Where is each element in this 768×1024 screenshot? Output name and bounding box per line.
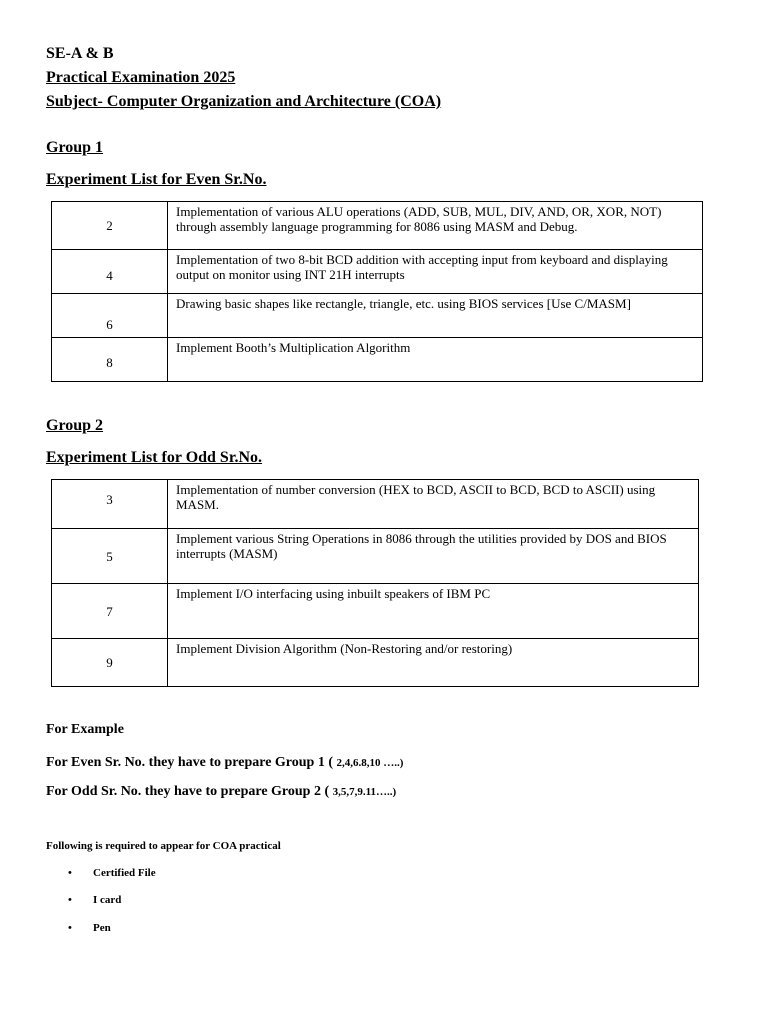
requirement-item: I card xyxy=(93,894,122,906)
experiment-description: Implementation of two 8-bit BCD addition with accepting input from keyboard and displaying output on monitor using INT 21H interrupts xyxy=(168,250,703,294)
serial-number: 6 xyxy=(52,294,168,338)
serial-number: 9 xyxy=(52,639,168,687)
group1-table xyxy=(51,201,703,382)
requirement-item: Certified File xyxy=(93,867,156,879)
even-example xyxy=(46,754,403,772)
table-row xyxy=(52,639,699,687)
exam-heading: Practical Examination 2025 xyxy=(46,69,236,86)
list-item xyxy=(68,893,121,907)
experiment-description: Implementation of number conversion (HEX to BCD, ASCII to BCD, BCD to ASCII) using MASM. xyxy=(168,480,699,529)
serial-number: 4 xyxy=(52,250,168,294)
group1-title: Group 1 xyxy=(46,139,104,156)
group2-title: Group 2 xyxy=(46,417,104,434)
list-item xyxy=(68,866,156,880)
table-row xyxy=(52,529,699,584)
even-example-numbers: 2,4,6.8,10 …..) xyxy=(336,757,404,769)
bullet-icon: • xyxy=(68,867,72,879)
requirements-title: Following is required to appear for COA practical xyxy=(46,840,281,852)
odd-example-numbers: 3,5,7,9.11…..) xyxy=(332,786,397,798)
group1-list-title: Experiment List for Even Sr.No. xyxy=(46,171,267,188)
serial-number: 5 xyxy=(52,529,168,584)
bullet-icon: • xyxy=(68,922,72,934)
serial-number: 8 xyxy=(52,338,168,382)
table-row xyxy=(52,584,699,639)
requirement-item: Pen xyxy=(93,922,111,934)
group2-list-title: Experiment List for Odd Sr.No. xyxy=(46,449,263,466)
table-row xyxy=(52,250,703,294)
table-row xyxy=(52,338,703,382)
list-item xyxy=(68,921,111,935)
serial-number: 3 xyxy=(52,480,168,529)
experiment-description: Implementation of various ALU operations (ADD, SUB, MUL, DIV, AND, OR, XOR, NOT) through assembly language programming for 8086 using MASM and Debug. xyxy=(168,202,703,250)
group2-table xyxy=(51,479,699,687)
class-heading: SE-A & B xyxy=(46,45,114,62)
table-row xyxy=(52,480,699,529)
serial-number: 7 xyxy=(52,584,168,639)
odd-example xyxy=(46,783,396,801)
experiment-description: Implement Booth’s Multiplication Algorithm xyxy=(168,338,703,382)
serial-number: 2 xyxy=(52,202,168,250)
experiment-description: Implement Division Algorithm (Non-Restoring and/or restoring) xyxy=(168,639,699,687)
table-row xyxy=(52,202,703,250)
example-title: For Example xyxy=(46,722,124,737)
subject-heading: Subject- Computer Organization and Architecture (COA) xyxy=(46,93,442,110)
bullet-icon: • xyxy=(68,894,72,906)
table-row xyxy=(52,294,703,338)
experiment-description: Implement various String Operations in 8086 through the utilities provided by DOS and BIOS interrupts (MASM) xyxy=(168,529,699,584)
even-example-text: For Even Sr. No. they have to prepare Group 1 ( xyxy=(46,755,337,770)
odd-example-text: For Odd Sr. No. they have to prepare Group 2 ( xyxy=(46,784,333,799)
experiment-description: Implement I/O interfacing using inbuilt speakers of IBM PC xyxy=(168,584,699,639)
experiment-description: Drawing basic shapes like rectangle, triangle, etc. using BIOS services [Use C/MASM] xyxy=(168,294,703,338)
